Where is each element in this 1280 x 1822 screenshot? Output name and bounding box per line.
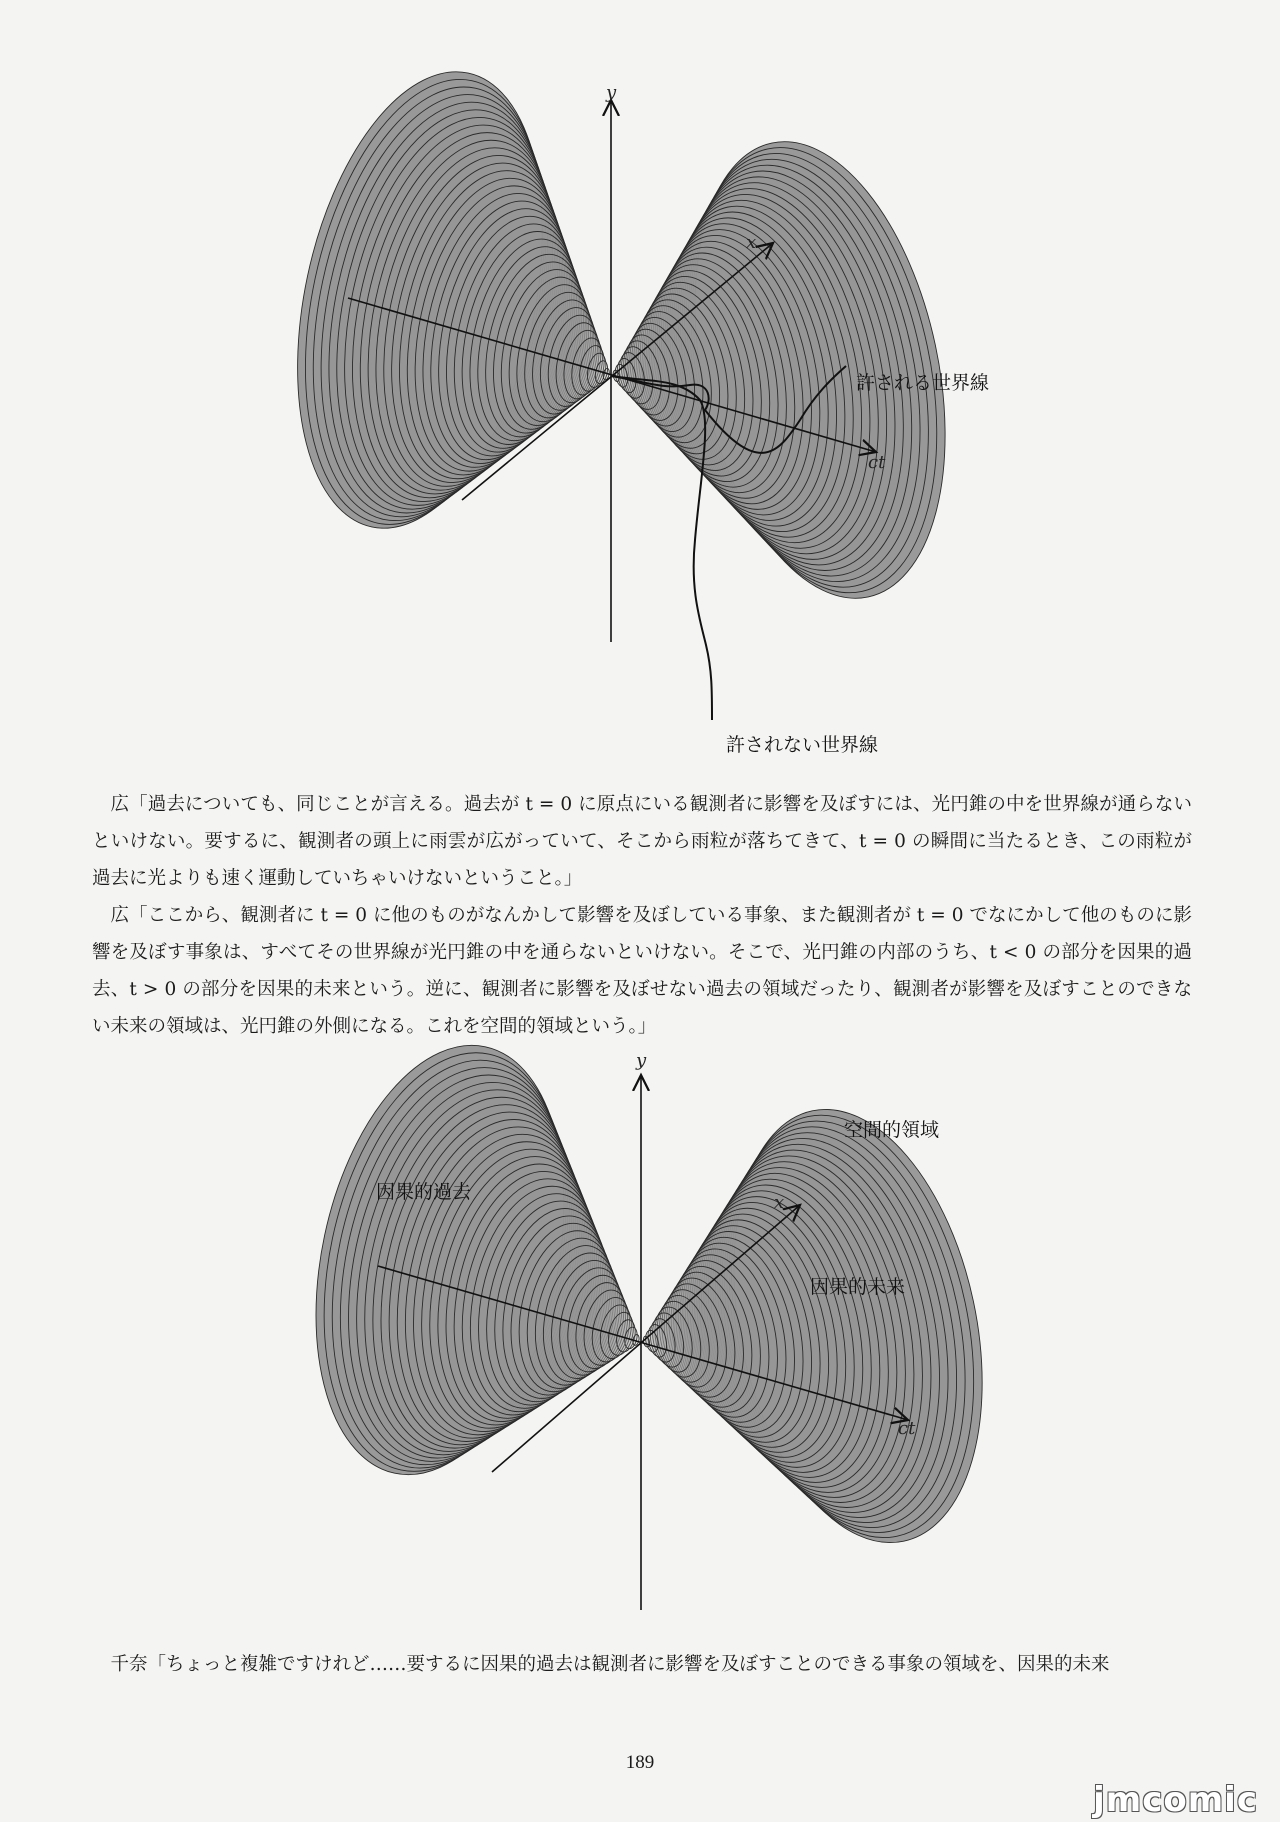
y-axis-label: y	[636, 1050, 647, 1071]
paragraph-past: 広「過去についても、同じことが言える。過去が t = 0 に原点にいる観測者に影響を及ぼすには、光円錐の中を世界線が通らないといけない。要するに、観測者の頭上に雨雲が広がっていて、そこから雨粒が落ちてきて、t = 0 の瞬間に当たるとき、この雨粒が過去に光よりも速く運動していちゃいけないということ。」	[92, 794, 1192, 889]
watermark-logo: jmcomic	[1093, 1780, 1258, 1820]
causal-future-label: 因果的未来	[810, 1276, 906, 1298]
allowed-worldline-label: 許される世界線	[856, 372, 990, 394]
x-axis-label: x	[746, 232, 757, 253]
y-axis-label: y	[606, 82, 617, 103]
light-cone-figure-worldlines	[0, 60, 1280, 780]
light-cone-diagram-top	[0, 60, 1280, 780]
body-text	[92, 786, 1192, 1045]
paragraph-causal-regions: 広「ここから、観測者に t = 0 に他のものがなんかして影響を及ぼしている事象、また観測者が t = 0 でなにかして他のものに影響を及ぼす事象は、すべてその世界線が光円錐の中を通らないといけない。そこで、光円錐の内部のうち、t < 0 の部分を因果的過去、t > 0 の部分を因果的未来という。逆に、観測者に影響を及ぼせない過去の領域だったり、観測者が影響を及ぼすことのできない未来の領域は、光円錐の外側になる。これを空間的領域という。」	[92, 905, 1192, 1037]
forbidden-worldline-label: 許されない世界線	[726, 734, 879, 756]
past-light-cone	[259, 60, 610, 551]
page-number: 189	[625, 1752, 655, 1773]
closing-text	[92, 1646, 1192, 1683]
light-cone-diagram-bottom	[0, 1040, 1280, 1620]
paragraph-chitose: 千奈「ちょっと複雑ですけれど……要するに因果的過去は観測者に影響を及ぼすことのできる事象の領域を、因果的未来	[110, 1654, 1110, 1675]
past-light-cone	[279, 1040, 640, 1498]
causal-past-label: 因果的過去	[376, 1181, 472, 1203]
spacelike-region-label: 空間的領域	[844, 1119, 940, 1141]
x-axis-label: x	[774, 1192, 785, 1213]
ct-axis-label: ct	[868, 452, 886, 473]
future-light-cone	[642, 1086, 1019, 1565]
ct-axis-label: ct	[898, 1418, 916, 1439]
light-cone-figure-regions	[0, 1040, 1280, 1620]
